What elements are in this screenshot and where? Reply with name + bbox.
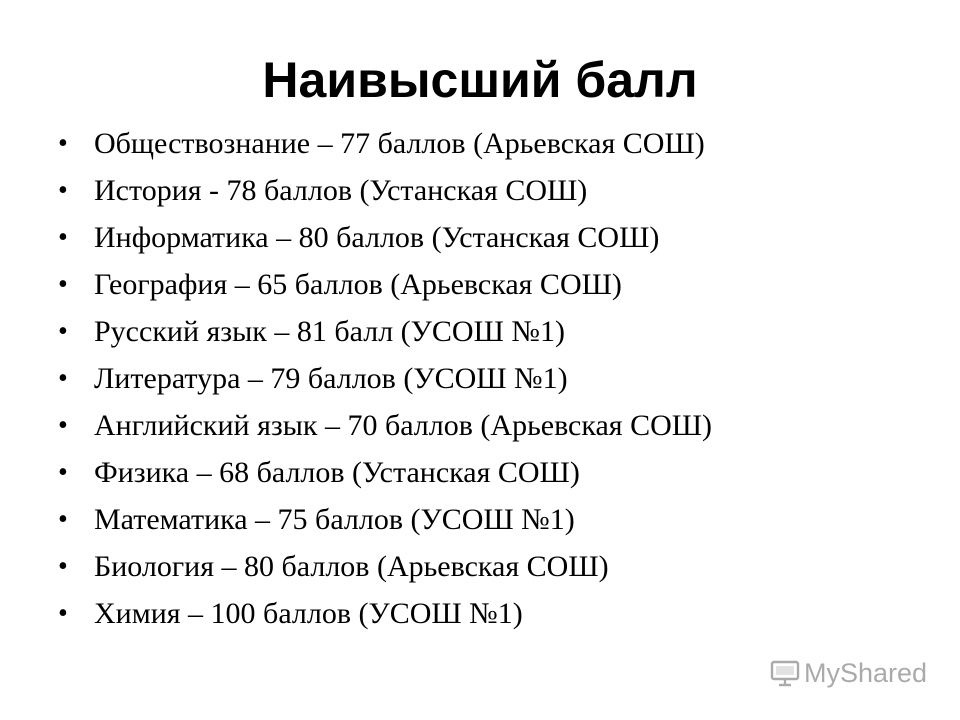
bullet-list: [58, 124, 918, 641]
list-item: [58, 547, 918, 594]
list-item-text: Биология – 80 баллов (Арьевская СОШ): [94, 550, 609, 583]
list-item: [58, 124, 918, 171]
list-item: [58, 453, 918, 500]
presentation-board-icon: [770, 658, 800, 688]
list-item-text: Математика – 75 баллов (УСОШ №1): [94, 503, 575, 536]
bullet-dot: •: [58, 269, 68, 300]
list-item: [58, 171, 918, 218]
watermark-text: MyShared: [804, 657, 928, 688]
list-item-text: Информатика – 80 баллов (Устанская СОШ): [94, 221, 660, 254]
list-item: [58, 594, 918, 641]
list-item-text: Литература – 79 баллов (УСОШ №1): [94, 362, 568, 395]
bullet-dot: •: [58, 363, 68, 394]
bullet-dot: •: [58, 410, 68, 441]
list-item-text: География – 65 баллов (Арьевская СОШ): [94, 268, 622, 301]
bullet-dot: •: [58, 175, 68, 206]
list-item-text: Английский язык – 70 баллов (Арьевская СОШ): [94, 409, 713, 442]
bullet-dot: •: [58, 457, 68, 488]
list-item-text: Физика – 68 баллов (Устанская СОШ): [94, 456, 580, 489]
bullet-dot: •: [58, 316, 68, 347]
bullet-dot: •: [58, 504, 68, 535]
bullet-dot: •: [58, 551, 68, 582]
slide-title: Наивысший балл: [262, 52, 698, 108]
list-item-text: История - 78 баллов (Устанская СОШ): [94, 174, 588, 207]
bullet-dot: •: [58, 128, 68, 159]
list-item: [58, 312, 918, 359]
bullet-dot: •: [58, 598, 68, 629]
list-item: [58, 359, 918, 406]
list-item-text: Химия – 100 баллов (УСОШ №1): [94, 597, 523, 630]
list-item: [58, 218, 918, 265]
list-item: [58, 265, 918, 312]
bullet-dot: •: [58, 222, 68, 253]
list-item: [58, 500, 918, 547]
list-item-text: Обществознание – 77 баллов (Арьевская СОШ): [94, 127, 705, 160]
watermark-logo: [770, 655, 927, 691]
list-item-text: Русский язык – 81 балл (УСОШ №1): [94, 315, 565, 348]
list-item: [58, 406, 918, 453]
